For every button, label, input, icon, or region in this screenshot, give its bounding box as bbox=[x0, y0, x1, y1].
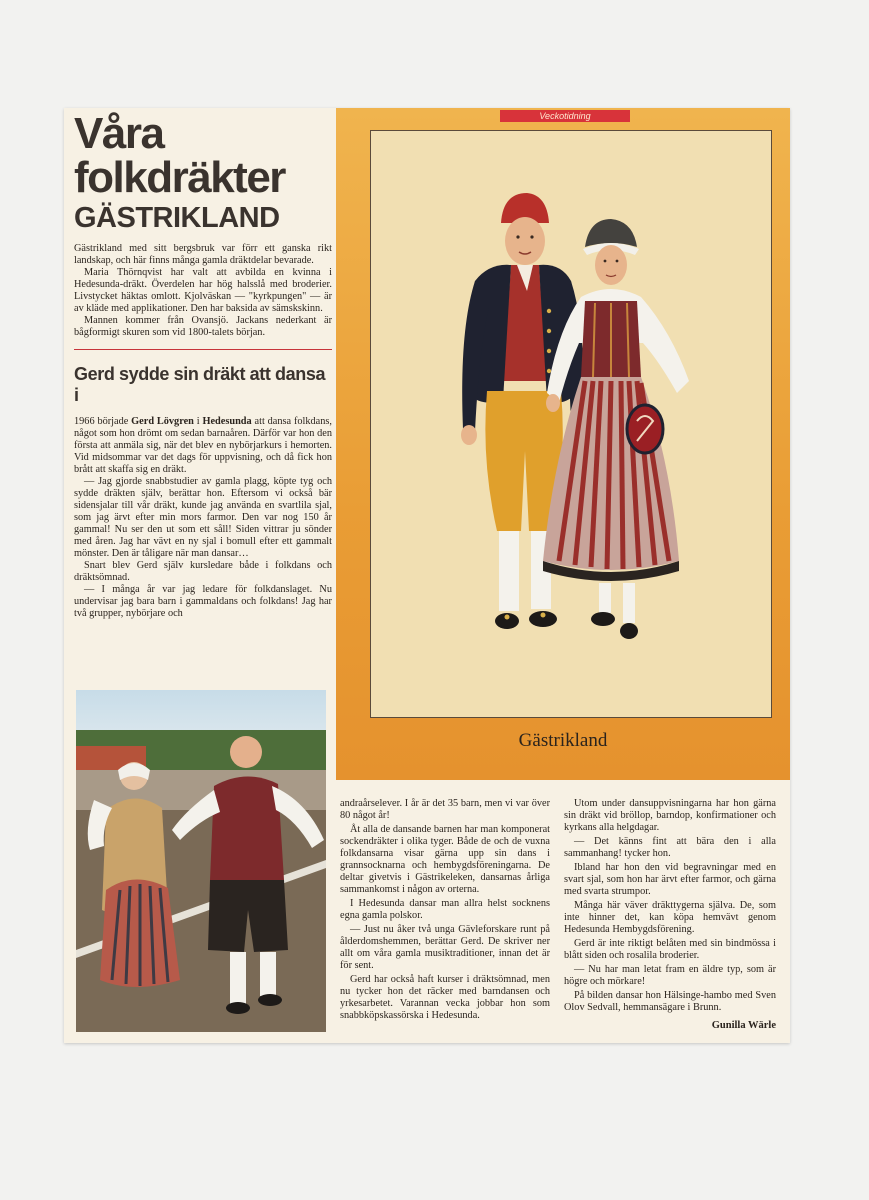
intro-paragraph: Maria Thörnqvist har valt att avbilda en kvinna i Hedesunda-dräkt. Överdelen har hög halsslå med broderier. Livstycket häktas omlott. Kjolväskan — "kyrkpungen" — är av kläde med applikationer. Den har baksida av sämskskinn. bbox=[74, 267, 332, 314]
article-paragraph: — Jag gjorde snabbstudier av gamla plagg, köpte tyg och sydde dräkten själv, berättar hon. Eftersom vi också bär sidensjalar till vår dräkt, kunde jag använda en svartlila sjal, som jag ärvt efter min mors farmor. Den var nog 150 år gammal! Nu ser den ut som ett såll! Siden vittrar ju sönder med åren. Jag har vävt en ny sjal i bomull efter ett gammalt mönster. Den är tåligare när man dansar… bbox=[74, 476, 332, 559]
article-paragraph: Ibland har hon den vid begravningar med en svart sjal, som hon har ärvt efter farmor, och gärna med svarta strumpor. bbox=[564, 862, 776, 897]
page-subtitle: GÄSTRIKLAND bbox=[74, 202, 280, 234]
lead-text: 1966 började bbox=[74, 416, 132, 427]
intro-paragraph: Mannen kommer från Ovansjö. Jackans nederkant är bågformigt skuren som vid 1800-talets början. bbox=[74, 315, 332, 338]
costume-illustration bbox=[371, 131, 771, 717]
left-text-column bbox=[74, 108, 332, 688]
intro-paragraph: Gästrikland med sitt bergsbruk var förr ett ganska rikt landskap, och här finns många gamla dräktdelar bevarade. bbox=[74, 243, 332, 266]
illustration-caption: Gästrikland bbox=[518, 730, 608, 751]
article-lead bbox=[74, 416, 332, 476]
article-paragraph: — Det känns fint att bära den i alla sammanhang! tycker hon. bbox=[564, 836, 776, 859]
lead-place: Hedesunda bbox=[202, 416, 252, 427]
lead-text: att dansa folkdans, något som hon drömt om sedan barnaåren. Därför var hon den första att anmäla sig, när det blev en nybörjarkurs i hemorten. Vid midsommar var det dags för uppvisning, och då fick hon brått att skaffa sig en dräkt. bbox=[74, 416, 332, 475]
dance-photo bbox=[76, 690, 326, 1032]
article-headline: Gerd sydde sin dräkt att dansa i bbox=[74, 364, 326, 405]
article-text bbox=[74, 416, 332, 620]
lead-text: i bbox=[193, 416, 203, 427]
intro-text bbox=[74, 243, 332, 339]
article-paragraph: På bilden dansar hon Hälsinge-hambo med Sven Olov Sedvall, hemmansägare i Brunn. bbox=[564, 990, 776, 1013]
photo-image bbox=[76, 690, 326, 1032]
title-line-1: Våra bbox=[74, 109, 164, 158]
article-paragraph: Utom under dansuppvisningarna har hon gärna sin dräkt vid bröllop, barndop, konfirmationer och kyrkans alla helgdagar. bbox=[564, 798, 776, 833]
page-title bbox=[74, 109, 332, 202]
article-paragraph: andraårselever. I år är det 35 barn, men vi var över 80 något år! bbox=[340, 798, 550, 821]
title-line-2: folkdräkter bbox=[74, 153, 285, 202]
article-paragraph: — Nu har man letat fram en äldre typ, som är högre och mörkare! bbox=[564, 964, 776, 987]
illustration-frame bbox=[370, 130, 772, 718]
byline: Gunilla Wärle bbox=[711, 1020, 776, 1031]
divider-rule bbox=[74, 349, 332, 350]
article-paragraph: Gerd är inte riktigt belåten med sin bindmössa i blått siden och rosalila broderier. bbox=[564, 938, 776, 961]
article-paragraph: Åt alla de dansande barnen har man komponerat sockendräkter i olika tyger. Både de och de vuxna folkdansarna visar gärna upp sin dans i grannsocknarna och hembygdsföreningarna. De deltar givetvis i Gästrikeleken, dansarnas årliga sammankomst i någon av orterna. bbox=[340, 824, 550, 895]
article-paragraph: I Hedesunda dansar man allra helst socknens egna gamla polskor. bbox=[340, 898, 550, 921]
publication-tag: Veckotidning bbox=[500, 110, 630, 122]
article-paragraph: — I många år var jag ledare för folkdanslaget. Nu undervisar jag bara barn i gammaldans och folkdans! Jag har två grupper, nybörjare och bbox=[74, 584, 332, 619]
article-paragraph: — Just nu åker två unga Gävleforskare runt på ålderdomshemmen, berättar Gerd. De skriver ner allt om våra gamla musiktraditioner, innan det är för sent. bbox=[340, 924, 550, 971]
article-paragraph: Många här väver dräkttygerna själva. De, som inte hinner det, kan köpa hemvävt genom Hedesunda Hembygdsförening. bbox=[564, 900, 776, 935]
magazine-page bbox=[64, 108, 790, 1043]
article-paragraph: Gerd har också haft kurser i dräktsömnad, men nu tycker hon det räcker med barndansen och yrkesarbetet. Varannan vecka jobbar hon som snabbköpskassörska i Hedesunda. bbox=[340, 974, 550, 1021]
article-column-3 bbox=[564, 798, 776, 1031]
illustration-panel bbox=[336, 108, 790, 780]
article-column-2 bbox=[340, 798, 550, 1024]
lead-name: Gerd Lövgren bbox=[131, 416, 194, 427]
article-paragraph: Snart blev Gerd själv kursledare både i folkdans och dräktsömnad. bbox=[74, 560, 332, 583]
